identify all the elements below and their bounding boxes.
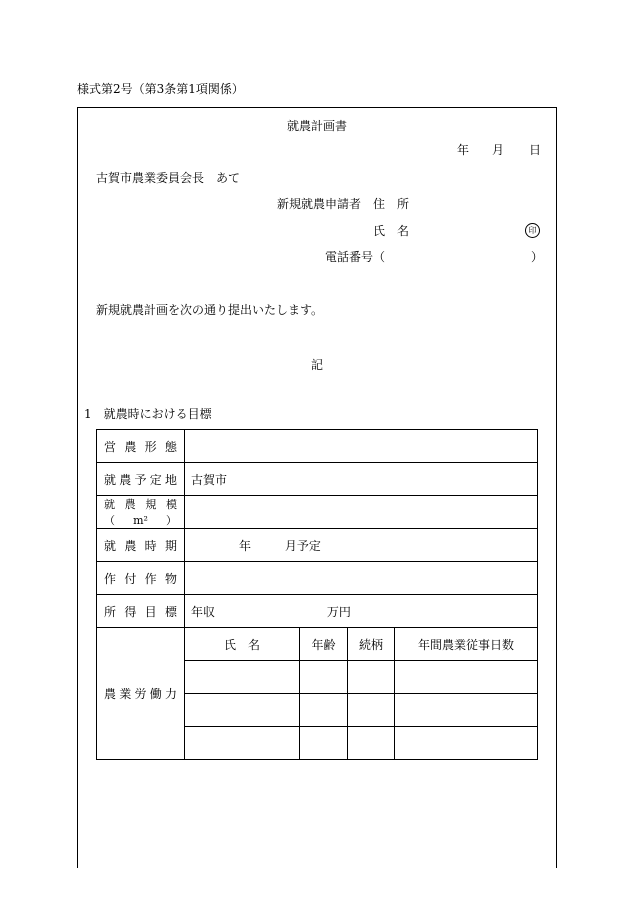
crops-field[interactable] — [185, 562, 538, 595]
table-row — [97, 496, 538, 529]
start-time-label: 就農時期 — [97, 529, 185, 562]
goal-table — [96, 429, 538, 760]
phone-close: ） — [531, 250, 544, 264]
labor-name-cell[interactable] — [185, 727, 300, 760]
planned-location-field[interactable]: 古賀市 — [185, 463, 538, 496]
table-row — [97, 595, 538, 628]
labor-relation-cell[interactable] — [348, 727, 395, 760]
labor-age-cell[interactable] — [300, 661, 348, 694]
farming-type-label: 営農形態 — [97, 430, 185, 463]
table-row — [97, 628, 538, 661]
date-year: 年 — [457, 143, 470, 157]
planned-location-label: 就農予定地 — [97, 463, 185, 496]
crops-label: 作付作物 — [97, 562, 185, 595]
labor-days-cell[interactable] — [395, 727, 538, 760]
start-year-unit: 年 — [239, 538, 252, 553]
labor-age-cell[interactable] — [300, 727, 348, 760]
ki-mark: 記 — [311, 358, 324, 372]
labor-relation-cell[interactable] — [348, 661, 395, 694]
farming-type-field[interactable] — [185, 430, 538, 463]
labor-header-name: 氏 名 — [185, 628, 300, 661]
income-goal-field[interactable] — [185, 595, 538, 628]
income-goal-label: 所得目標 — [97, 595, 185, 628]
income-prefix: 年収 — [191, 604, 216, 619]
form-title: 就農計画書 — [287, 119, 348, 133]
labor-age-cell[interactable] — [300, 694, 348, 727]
income-unit: 万円 — [326, 604, 351, 619]
addressee: 古賀市農業委員会長 あて — [96, 171, 241, 185]
name-label: 氏 名 — [373, 224, 410, 238]
labor-label: 農業労働力 — [97, 628, 185, 760]
start-month-unit: 月予定 — [284, 538, 321, 553]
applicant-label: 新規就農申請者 — [277, 197, 362, 211]
table-row — [97, 562, 538, 595]
phone-label: 電話番号（ — [325, 250, 386, 264]
labor-relation-cell[interactable] — [348, 694, 395, 727]
seal-mark-icon: 印 — [525, 223, 540, 238]
labor-header-age: 年齢 — [300, 628, 348, 661]
address-label: 住 所 — [373, 197, 410, 211]
labor-header-days: 年間農業従事日数 — [395, 628, 538, 661]
labor-days-cell[interactable] — [395, 661, 538, 694]
table-row — [97, 430, 538, 463]
farm-scale-field[interactable] — [185, 496, 538, 529]
table-row — [97, 463, 538, 496]
date-month: 月 — [492, 143, 505, 157]
section-heading: 1 就農時における目標 — [84, 407, 212, 421]
labor-days-cell[interactable] — [395, 694, 538, 727]
labor-header-relation: 続柄 — [348, 628, 395, 661]
farm-scale-label: 就農規模（m²） — [97, 496, 185, 529]
table-row — [97, 529, 538, 562]
form-number: 様式第2号（第3条第1項関係） — [77, 82, 244, 96]
date-day: 日 — [529, 143, 542, 157]
labor-name-cell[interactable] — [185, 661, 300, 694]
start-time-field[interactable] — [185, 529, 538, 562]
statement: 新規就農計画を次の通り提出いたします。 — [96, 303, 324, 317]
labor-name-cell[interactable] — [185, 694, 300, 727]
